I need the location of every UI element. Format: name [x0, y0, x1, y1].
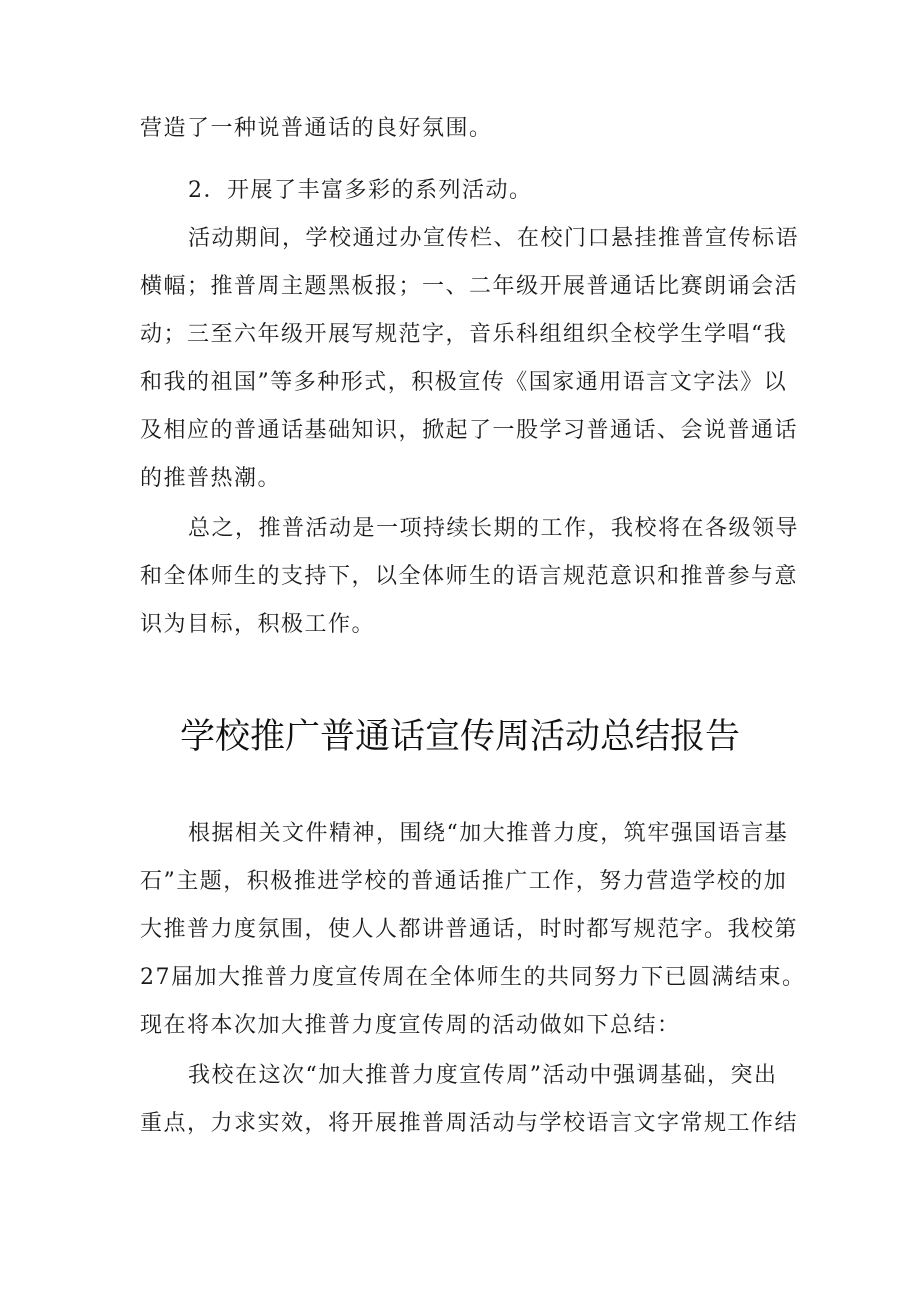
paragraph-line: 根据相关文件精神，围绕“加大推普力度，筑牢强国语言基: [188, 821, 789, 846]
paragraph-line: 和我的祖国”等多种形式，积极宣传《国家通用语言文字法》以: [140, 370, 788, 395]
paragraph-line: 营造了一种说普通话的良好氛围。: [140, 116, 493, 141]
paragraph-line: 大推普力度氛围，使人人都讲普通话，时时都写规范字。我校第: [140, 917, 799, 942]
paragraph-line: 横幅；推普周主题黑板报；一、二年级开展普通话比赛朗诵会活: [140, 274, 799, 299]
paragraph-line: 识为目标，积极工作。: [140, 612, 376, 637]
list-heading: 2．开展了丰富多彩的系列活动。: [188, 178, 533, 203]
paragraph-line: 现在将本次加大推普力度宣传周的活动做如下总结：: [140, 1013, 681, 1038]
paragraph-line: 的推普热潮。: [140, 466, 282, 491]
paragraph-line: 27届加大推普力度宣传周在全体师生的共同努力下已圆满结束。: [140, 965, 806, 990]
document-title: 学校推广普通话宣传周活动总结报告: [179, 717, 740, 757]
paragraph-line: 重点，力求实效，将开展推普周活动与学校语言文字常规工作结: [140, 1111, 799, 1136]
paragraph-line: 动；三至六年级开展写规范字，音乐科组组织全校学生学唱“我: [140, 322, 788, 347]
paragraph-line: 及相应的普通话基础知识，掀起了一股学习普通话、会说普通话: [140, 418, 799, 443]
paragraph-line: 石”主题，积极推进学校的普通话推广工作，努力营造学校的加: [140, 869, 788, 894]
paragraph-line: 和全体师生的支持下，以全体师生的语言规范意识和推普参与意: [140, 564, 799, 589]
paragraph-line: 总之，推普活动是一项持续长期的工作，我校将在各级领导: [188, 516, 800, 541]
paragraph-line: 活动期间，学校通过办宣传栏、在校门口悬挂推普宣传标语: [188, 226, 800, 251]
paragraph-line: 我校在这次“加大推普力度宣传周”活动中强调基础，突出: [188, 1063, 778, 1088]
